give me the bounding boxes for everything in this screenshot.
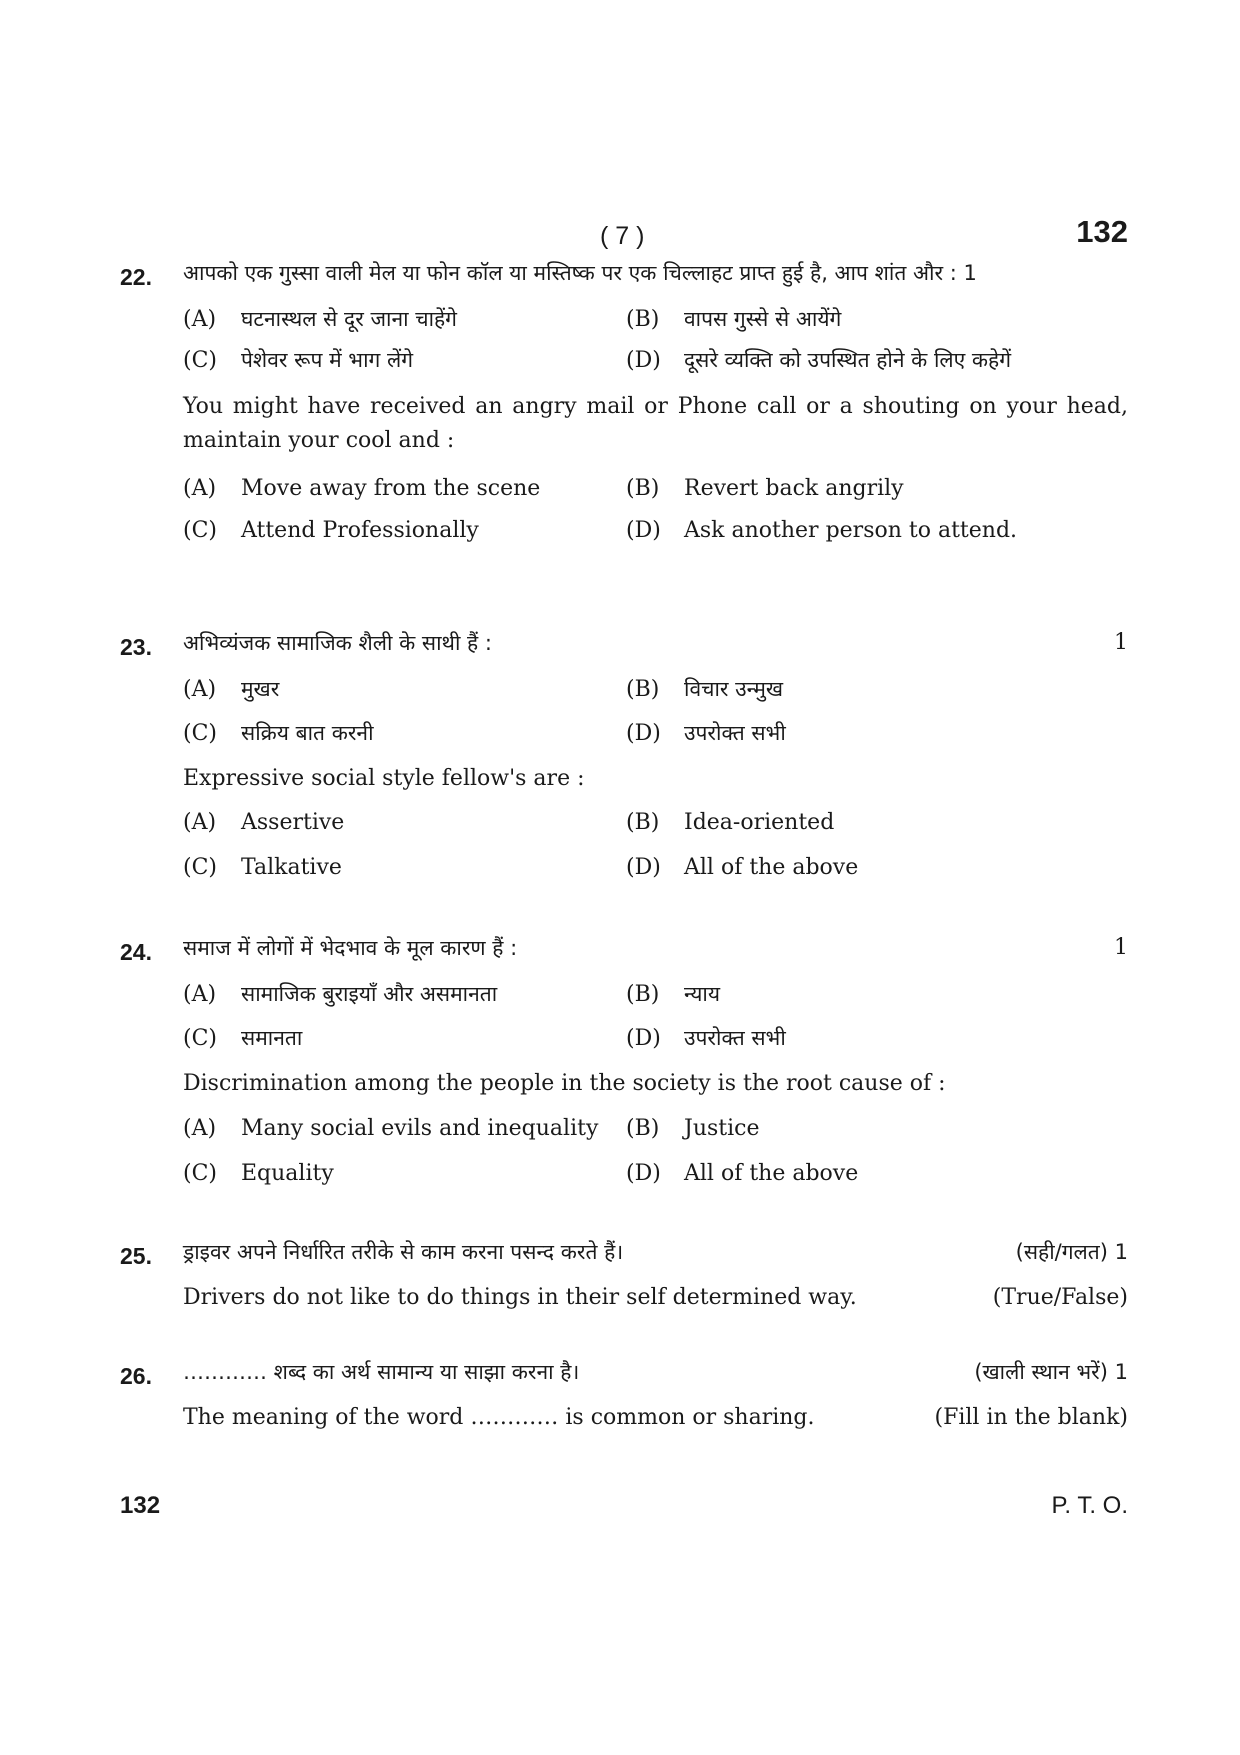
option-c: (C) Talkative <box>183 855 342 880</box>
option-c: (C) Attend Professionally <box>183 518 479 543</box>
question-stem-hindi <box>183 628 1128 674</box>
question-number: 22. <box>120 264 152 290</box>
paper-code-top: 132 <box>1076 214 1128 249</box>
option-a: (A) Many social evils and inequality <box>183 1116 599 1141</box>
marks: 1 <box>1114 630 1128 655</box>
english-stem-text: Drivers do not like to do things in their self determined way. <box>183 1285 857 1310</box>
question-25 <box>120 1237 1128 1329</box>
option-b: (B) वापस गुस्से से आयेंगे <box>626 307 842 332</box>
hindi-options <box>183 304 1128 390</box>
hindi-stem-text: अभिव्यंजक सामाजिक शैली के साथी हैं : <box>183 631 492 655</box>
option-a: (A) घटनास्थल से दूर जाना चाहेंगे <box>183 307 457 332</box>
option-c: (C) समानता <box>183 1026 303 1051</box>
question-23 <box>120 628 1128 894</box>
option-b: (B) न्याय <box>626 982 720 1007</box>
option-b: (B) विचार उन्मुख <box>626 677 784 702</box>
question-24 <box>120 933 1128 1200</box>
question-type-english: (Fill in the blank) <box>934 1405 1128 1430</box>
question-stem-english: Expressive social style fellow's are : <box>183 766 585 791</box>
hindi-stem-text: आपको एक गुस्सा वाली मेल या फोन कॉल या मस्तिष्क पर एक चिल्लाहट प्राप्त हुई है, आप शांत और : 1 <box>183 261 977 285</box>
option-d: (D) All of the above <box>626 1161 859 1186</box>
question-26 <box>120 1357 1128 1449</box>
question-number: 26. <box>120 1363 152 1389</box>
option-d: (D) Ask another person to attend. <box>626 518 1018 543</box>
question-stem-english <box>183 1283 1128 1329</box>
english-options <box>183 1114 1128 1200</box>
question-stem-hindi <box>183 933 1128 979</box>
english-options <box>183 808 1128 894</box>
option-d: (D) दूसरे व्यक्ति को उपस्थित होने के लिए कहेगें <box>626 348 1012 373</box>
option-b: (B) Justice <box>626 1116 760 1141</box>
question-type-hindi: (खाली स्थान भरें) 1 <box>974 1360 1128 1384</box>
hindi-options <box>183 979 1128 1067</box>
question-stem-english: You might have received an angry mail or Phone call or a shouting on your head, maintain your cool and : <box>183 394 1128 453</box>
hindi-stem-text: ………… शब्द का अर्थ सामान्य या साझा करना है। <box>183 1360 580 1384</box>
option-d: (D) All of the above <box>626 855 859 880</box>
option-b: (B) Revert back angrily <box>626 476 904 501</box>
question-stem-hindi <box>183 1357 1128 1403</box>
question-type-hindi: (सही/गलत) 1 <box>1015 1240 1128 1264</box>
option-a: (A) Assertive <box>183 810 345 835</box>
option-a: (A) सामाजिक बुराइयाँ और असमानता <box>183 982 498 1007</box>
question-number: 23. <box>120 634 152 660</box>
option-b: (B) Idea-oriented <box>626 810 835 835</box>
hindi-stem-text: समाज में लोगों में भेदभाव के मूल कारण हैं : <box>183 936 518 960</box>
english-stem-text: The meaning of the word ………… is common or sharing. <box>183 1405 815 1430</box>
option-c: (C) Equality <box>183 1161 334 1186</box>
option-a: (A) मुखर <box>183 677 280 702</box>
hindi-stem-text: ड्राइवर अपने निर्धारित तरीके से काम करना पसन्द करते हैं। <box>183 1240 624 1264</box>
paper-code-bottom: 132 <box>120 1492 161 1519</box>
option-c: (C) पेशेवर रूप में भाग लेंगे <box>183 348 414 373</box>
option-d: (D) उपरोक्त सभी <box>626 721 786 746</box>
question-number: 25. <box>120 1243 152 1269</box>
marks: 1 <box>1114 935 1128 960</box>
option-a: (A) Move away from the scene <box>183 476 541 501</box>
question-stem-english: Discrimination among the people in the society is the root cause of : <box>183 1071 946 1096</box>
option-d: (D) उपरोक्त सभी <box>626 1026 786 1051</box>
option-c: (C) सक्रिय बात करनी <box>183 721 374 746</box>
question-stem-english <box>183 1403 1128 1449</box>
page-number: ( 7 ) <box>600 222 645 250</box>
hindi-options <box>183 674 1128 762</box>
question-number: 24. <box>120 939 152 965</box>
question-stem-hindi <box>183 1237 1128 1283</box>
english-options <box>183 474 1128 560</box>
question-stem-hindi <box>183 258 1128 304</box>
question-22 <box>120 258 1128 560</box>
please-turn-over: P. T. O. <box>1051 1492 1128 1519</box>
question-type-english: (True/False) <box>992 1285 1128 1310</box>
